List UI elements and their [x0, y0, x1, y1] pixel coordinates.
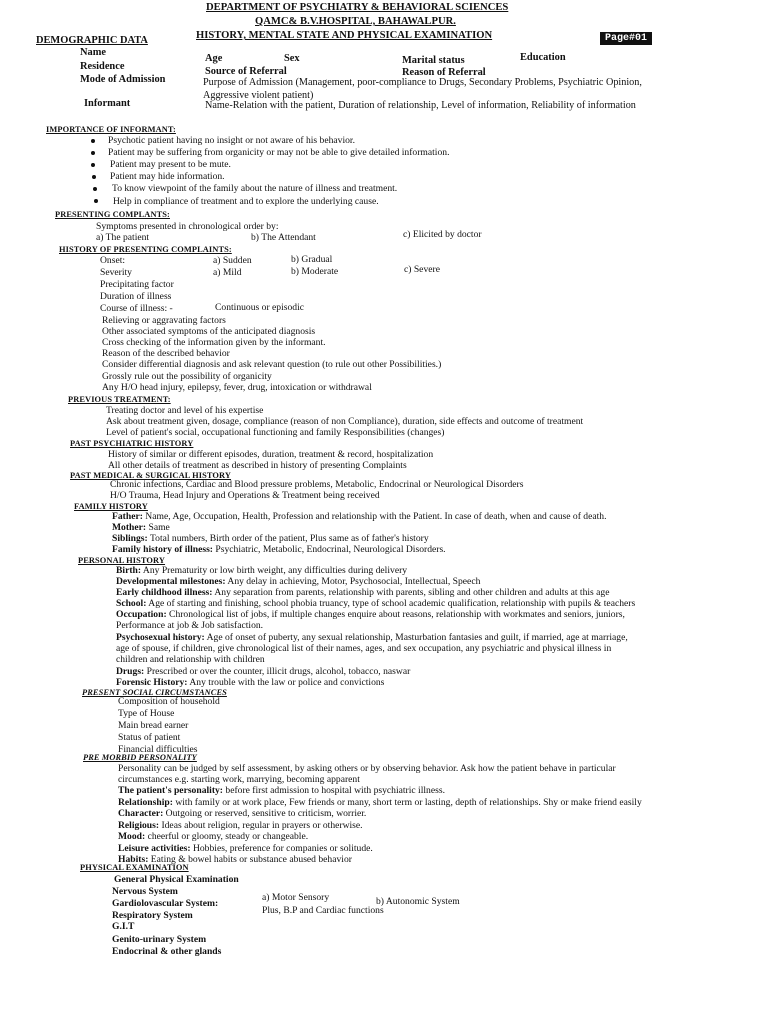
developmental-label: Developmental milestones:	[116, 576, 226, 587]
education-label: Education	[520, 52, 566, 63]
siblings-line	[112, 533, 429, 544]
genito-urinary-system: Genito-urinary System	[112, 934, 207, 945]
hospital-title: QAMC& B.V.HOSPITAL, BAHAWALPUR.	[255, 16, 456, 27]
occupation-text: Chronological list of jobs, if multiple changes enquire about reasons, relationship with workmates and seniors, juniors,	[166, 609, 625, 620]
reason-of-referral-label: Reason of Referral	[402, 67, 486, 78]
religious-line	[118, 820, 363, 831]
siblings-text: Total numbers, Birth order of the patient, Plus same as of father's history	[147, 533, 429, 544]
father-text: Name, Age, Occupation, Health, Profession and relationship with the Patient. In case of death, when and cause of death.	[142, 511, 607, 522]
duration-of-illness: Duration of illness	[100, 291, 172, 302]
page-number-badge: Page#01	[600, 32, 652, 45]
bullet-icon	[91, 139, 95, 143]
relationship-line	[118, 797, 642, 808]
informant-label: Informant	[84, 98, 131, 109]
past-med-line: Chronic infections, Cardiac and Blood pressure problems, Metabolic, Endocrinal or Neurological Disorders	[110, 479, 524, 490]
early-childhood-label: Early childhood illness:	[116, 587, 213, 598]
occupation-label: Occupation:	[116, 609, 167, 620]
mood-text: cheerful or gloomy, steady or changeable.	[145, 831, 309, 842]
previous-treatment-title: PREVIOUS TREATMENT:	[68, 395, 171, 404]
personal-history-title: PERSONAL HISTORY	[78, 556, 166, 565]
previous-line: Ask about treatment given, dosage, compliance (reason of non Compliance), duration, side effects and outcome of treatment	[106, 416, 584, 427]
father-line	[112, 511, 606, 522]
hpc-title: HISTORY OF PRESENTING COMPLAINTS:	[59, 245, 232, 254]
list-item: To know viewpoint of the family about the nature of illness and treatment.	[112, 183, 398, 194]
patient-personality-label: The patient's personality:	[118, 785, 224, 796]
premorbid-intro: Personality can be judged by self assessment, by asking others or by observing behavior. Ask how the patient behave in particular	[118, 763, 616, 774]
psychosexual-line-cont: age of spouse, if children, give chronological list of their names, ages, and sex occupation, any psychiatric and physical illness in	[116, 643, 612, 654]
past-psych-line: All other details of treatment as described in history of presenting Complaints	[108, 460, 407, 471]
birth-label: Birth:	[116, 565, 142, 576]
bullet-icon	[91, 163, 95, 167]
past-medical-title: PAST MEDICAL & SURGICAL HISTORY	[70, 471, 232, 480]
bullet-icon	[92, 175, 96, 179]
severity-option-c: c) Severe	[404, 264, 440, 275]
past-med-line: H/O Trauma, Head Injury and Operations & Treatment being received	[110, 490, 380, 501]
bullet-icon	[94, 199, 98, 203]
forensic-label: Forensic History:	[116, 677, 188, 688]
sex-label: Sex	[284, 53, 300, 64]
residence-label: Residence	[80, 61, 125, 72]
presenting-option-a: a) The patient	[96, 232, 150, 243]
family-illness-line	[112, 544, 446, 555]
general-physical-exam: General Physical Examination	[114, 874, 239, 885]
presenting-title: PRESENTING COMPLANTS:	[55, 210, 170, 219]
forensic-text: Any trouble with the law or police and convictions	[187, 677, 385, 688]
hpc-line: Relieving or aggravating factors	[102, 315, 226, 326]
character-line	[118, 808, 366, 819]
informant-detail: Name-Relation with the patient, Duration of relationship, Level of information, Reliability of information	[205, 100, 636, 111]
psychosexual-line-cont2: children and relationship with children	[116, 654, 265, 665]
autonomic-system: b) Autonomic System	[376, 896, 460, 907]
character-text: Outgoing or reserved, sensitive to criticism, worrier.	[163, 808, 367, 819]
psychosexual-line	[116, 632, 628, 643]
presenting-option-b: b) The Attendant	[251, 232, 316, 243]
father-label: Father:	[112, 511, 143, 522]
mood-line	[118, 831, 308, 842]
early-childhood-line	[116, 587, 609, 598]
name-label: Name	[80, 47, 106, 58]
social-line: Composition of household	[118, 696, 220, 707]
hpc-line: Any H/O head injury, epilepsy, fever, drug, intoxication or withdrawal	[102, 382, 372, 393]
mother-label: Mother:	[112, 522, 147, 533]
onset-label: Onset:	[100, 255, 126, 266]
severity-option-a: a) Mild	[213, 267, 242, 278]
form-title: HISTORY, MENTAL STATE AND PHYSICAL EXAMINATION	[196, 30, 493, 41]
purpose-of-admission-cont: Aggressive violent patient)	[203, 90, 314, 101]
hpc-line: Reason of the described behavior	[102, 348, 230, 359]
social-line: Main bread earner	[118, 720, 189, 731]
presenting-line: Symptoms presented in chronological order by:	[96, 221, 279, 232]
social-line: Status of patient	[118, 732, 181, 743]
patient-personality-line	[118, 785, 445, 796]
patient-personality-text: before first admission to hospital with psychiatric illness.	[223, 785, 445, 796]
social-circumstances-title: PRESENT SOCIAL CIRCUMSTANCES	[82, 688, 227, 697]
early-childhood-text: Any separation from parents, relationship with parents, sibling and other children and adults at this age	[212, 587, 610, 598]
mood-label: Mood:	[118, 831, 146, 842]
motor-sensory: a) Motor Sensory	[262, 892, 330, 903]
mother-text: Same	[146, 522, 170, 533]
hpc-line: Other associated symptoms of the anticipated diagnosis	[102, 326, 316, 337]
leisure-label: Leisure activities:	[118, 843, 191, 854]
school-text: Age of starting and finishing, school phobia truancy, type of school academic qualification, relationship with pupils & teachers	[146, 598, 636, 609]
severity-option-b: b) Moderate	[291, 266, 339, 277]
developmental-line	[116, 576, 480, 587]
dept-title: DEPARTMENT OF PSYCHIATRY & BEHAVIORAL SCIENCES	[206, 2, 509, 13]
presenting-option-c: c) Elicited by doctor	[403, 229, 482, 240]
relationship-text: with family or at work place, Few friends or many, short term or lasting, depth of relationships. Shy or make friend easily	[172, 797, 642, 808]
character-label: Character:	[118, 808, 164, 819]
past-psychiatric-title: PAST PSYCHIATRIC HISTORY	[70, 439, 194, 448]
birth-line	[116, 565, 407, 576]
list-item: Patient may be suffering from organicity or may not be able to give detailed information.	[108, 147, 450, 158]
drugs-label: Drugs:	[116, 666, 145, 677]
hpc-line: Grossly rule out the possibility of organicity	[102, 371, 272, 382]
hpc-line: Cross checking of the information given by the informant.	[102, 337, 326, 348]
demographic-title: DEMOGRAPHIC DATA	[36, 35, 148, 46]
severity-label: Severity	[100, 267, 132, 278]
leisure-line	[118, 843, 373, 854]
onset-option-b: b) Gradual	[291, 254, 333, 265]
psychosexual-label: Psychosexual history:	[116, 632, 205, 643]
course-label: Course of illness: -	[100, 303, 173, 314]
mode-of-admission-label: Mode of Admission	[80, 74, 166, 85]
premorbid-title: PRE MORBID PERSONALITY	[83, 753, 197, 762]
relationship-label: Relationship:	[118, 797, 173, 808]
leisure-text: Hobbies, preference for companies or solitude.	[190, 843, 373, 854]
mother-line	[112, 522, 170, 533]
bullet-icon	[91, 151, 95, 155]
school-label: School:	[116, 598, 147, 609]
social-line: Type of House	[118, 708, 175, 719]
bullet-icon	[93, 187, 97, 191]
social-line: Financial difficulties	[118, 744, 198, 755]
respiratory-system: Respiratory System	[112, 910, 193, 921]
habits-label: Habits:	[118, 854, 149, 865]
endocrinal-glands: Endocrinal & other glands	[112, 946, 222, 957]
hpc-line: Consider differential diagnosis and ask relevant question (to rule out other Possibilities.)	[102, 359, 442, 370]
age-label: Age	[205, 53, 223, 64]
psychosexual-text: Age of onset of puberty, any sexual relationship, Masturbation fantasies and guilt, if married, age at marriage,	[204, 632, 628, 643]
siblings-label: Siblings:	[112, 533, 148, 544]
cardiac-functions: Plus, B.P and Cardiac functions	[262, 905, 384, 916]
drugs-text: Prescribed or over the counter, illicit drugs, alcohol, tobacco, naswar	[144, 666, 411, 677]
git: G.I.T	[112, 921, 135, 932]
birth-text: Any Prematurity or low birth weight, any difficulties during delivery	[141, 565, 408, 576]
precipitating-factor: Precipitating factor	[100, 279, 174, 290]
premorbid-intro-cont: circumstances e.g. starting work, marrying, becoming apparent	[118, 774, 360, 785]
drugs-line	[116, 666, 410, 677]
religious-label: Religious:	[118, 820, 160, 831]
previous-line: Level of patient's social, occupational functioning and family Responsibilities (changes)	[106, 427, 445, 438]
family-illness-text: Psychiatric, Metabolic, Endocrinal, Neurological Disorders.	[213, 544, 446, 555]
cardiovascular-system: Gardiolovascular System:	[112, 898, 219, 909]
list-item: Patient may present to be mute.	[110, 159, 231, 170]
occupation-line	[116, 609, 625, 620]
family-history-title: FAMILY HISTORY	[74, 502, 148, 511]
habits-text: Eating & bowel habits or substance abused behavior	[148, 854, 352, 865]
developmental-text: Any delay in achieving, Motor, Psychosocial, Intellectual, Speech	[225, 576, 481, 587]
religious-text: Ideas about religion, regular in prayers or otherwise.	[159, 820, 363, 831]
physical-exam-title: PHYSICAL EXAMINATION	[80, 863, 189, 872]
course-value: Continuous or episodic	[215, 302, 305, 313]
list-item: Patient may hide information.	[110, 171, 225, 182]
occupation-line-cont: Performance at job & Job satisfaction.	[116, 620, 264, 631]
school-line	[116, 598, 635, 609]
nervous-system: Nervous System	[112, 886, 178, 897]
list-item: Psychotic patient having no insight or not aware of his behavior.	[108, 135, 355, 146]
list-item: Help in compliance of treatment and to explore the underlying cause.	[113, 196, 379, 207]
purpose-of-admission: Purpose of Admission (Management, poor-compliance to Drugs, Secondary Problems, Psychiatric Opinion,	[203, 77, 642, 88]
past-psych-line: History of similar or different episodes, duration, treatment & record, hospitalization	[108, 449, 434, 460]
previous-line: Treating doctor and level of his expertise	[106, 405, 264, 416]
family-illness-label: Family history of illness:	[112, 544, 213, 555]
onset-option-a: a) Sudden	[213, 255, 252, 266]
source-of-referral-label: Source of Referral	[205, 66, 287, 77]
marital-status-label: Marital status	[402, 55, 465, 66]
importance-title: IMPORTANCE OF INFORMANT:	[46, 125, 176, 134]
